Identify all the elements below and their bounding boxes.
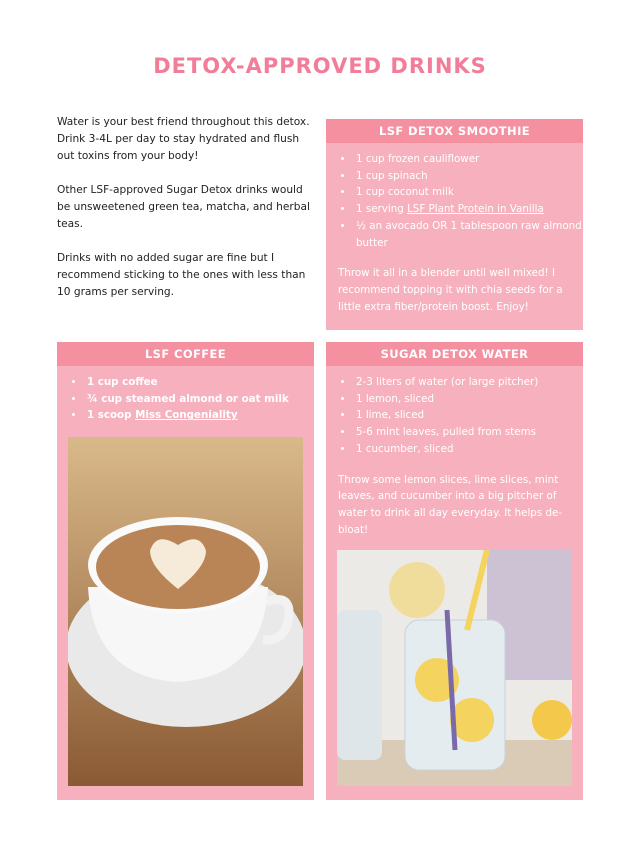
miss-congeniality-link[interactable]: Miss Congeniality [135,409,238,422]
intro-paragraph: Other LSF-approved Sugar Detox drinks would be unsweetened green tea, matcha, and herbal teas. [57,184,310,230]
intro-paragraph: Water is your best friend throughout this detox. Drink 3-4L per day to stay hydrated and flush out toxins from your body! [57,116,310,162]
coffee-image [68,437,303,786]
list-item: • 1 cup coffee [85,374,314,391]
intro-text [57,114,312,318]
card-title: LSF DETOX SMOOTHIE [326,119,583,143]
list-item: • ½ an avocado OR 1 tablespoon raw almond butter [354,218,583,251]
list-item: • 1 cup spinach [354,168,583,185]
list-item: • 1 lime, sliced [354,407,583,424]
detox-water-image [337,550,572,786]
page-title: DETOX-APPROVED DRINKS [153,54,487,78]
smoothie-card [326,119,583,330]
card-note: Throw some lemon slices, lime slices, mint leaves, and cucumber into a big pitcher of water to drink all day everyday. It helps de-bloat! [338,473,563,536]
list-item: • 2-3 liters of water (or large pitcher) [354,374,583,391]
list-item [85,407,314,424]
protein-link[interactable]: LSF Plant Protein in Vanilla [407,203,544,216]
list-item: • 1 lemon, sliced [354,391,583,408]
item-text: 1 scoop [87,409,136,422]
card-title: SUGAR DETOX WATER [326,342,583,366]
list-item: • 1 cup coconut milk [354,184,583,201]
intro-paragraph: Drinks with no added sugar are fine but I recommend sticking to the ones with less than 10 grams per serving. [57,252,306,298]
card-note: Throw it all in a blender until well mixed! I recommend topping it with chia seeds for a little extra fiber/protein boost. Enjoy! [338,267,563,313]
card-title: LSF COFFEE [57,342,314,366]
item-text: 1 serving [356,203,408,216]
list-item: • 1 cup frozen cauliflower [354,151,583,168]
list-item: • 1 cucumber, sliced [354,441,583,458]
list-item: • 5-6 mint leaves, pulled from stems [354,424,583,441]
water-card [326,342,583,800]
list-item [354,201,583,218]
list-item: • ¾ cup steamed almond or oat milk [85,391,314,408]
coffee-card [57,342,314,800]
